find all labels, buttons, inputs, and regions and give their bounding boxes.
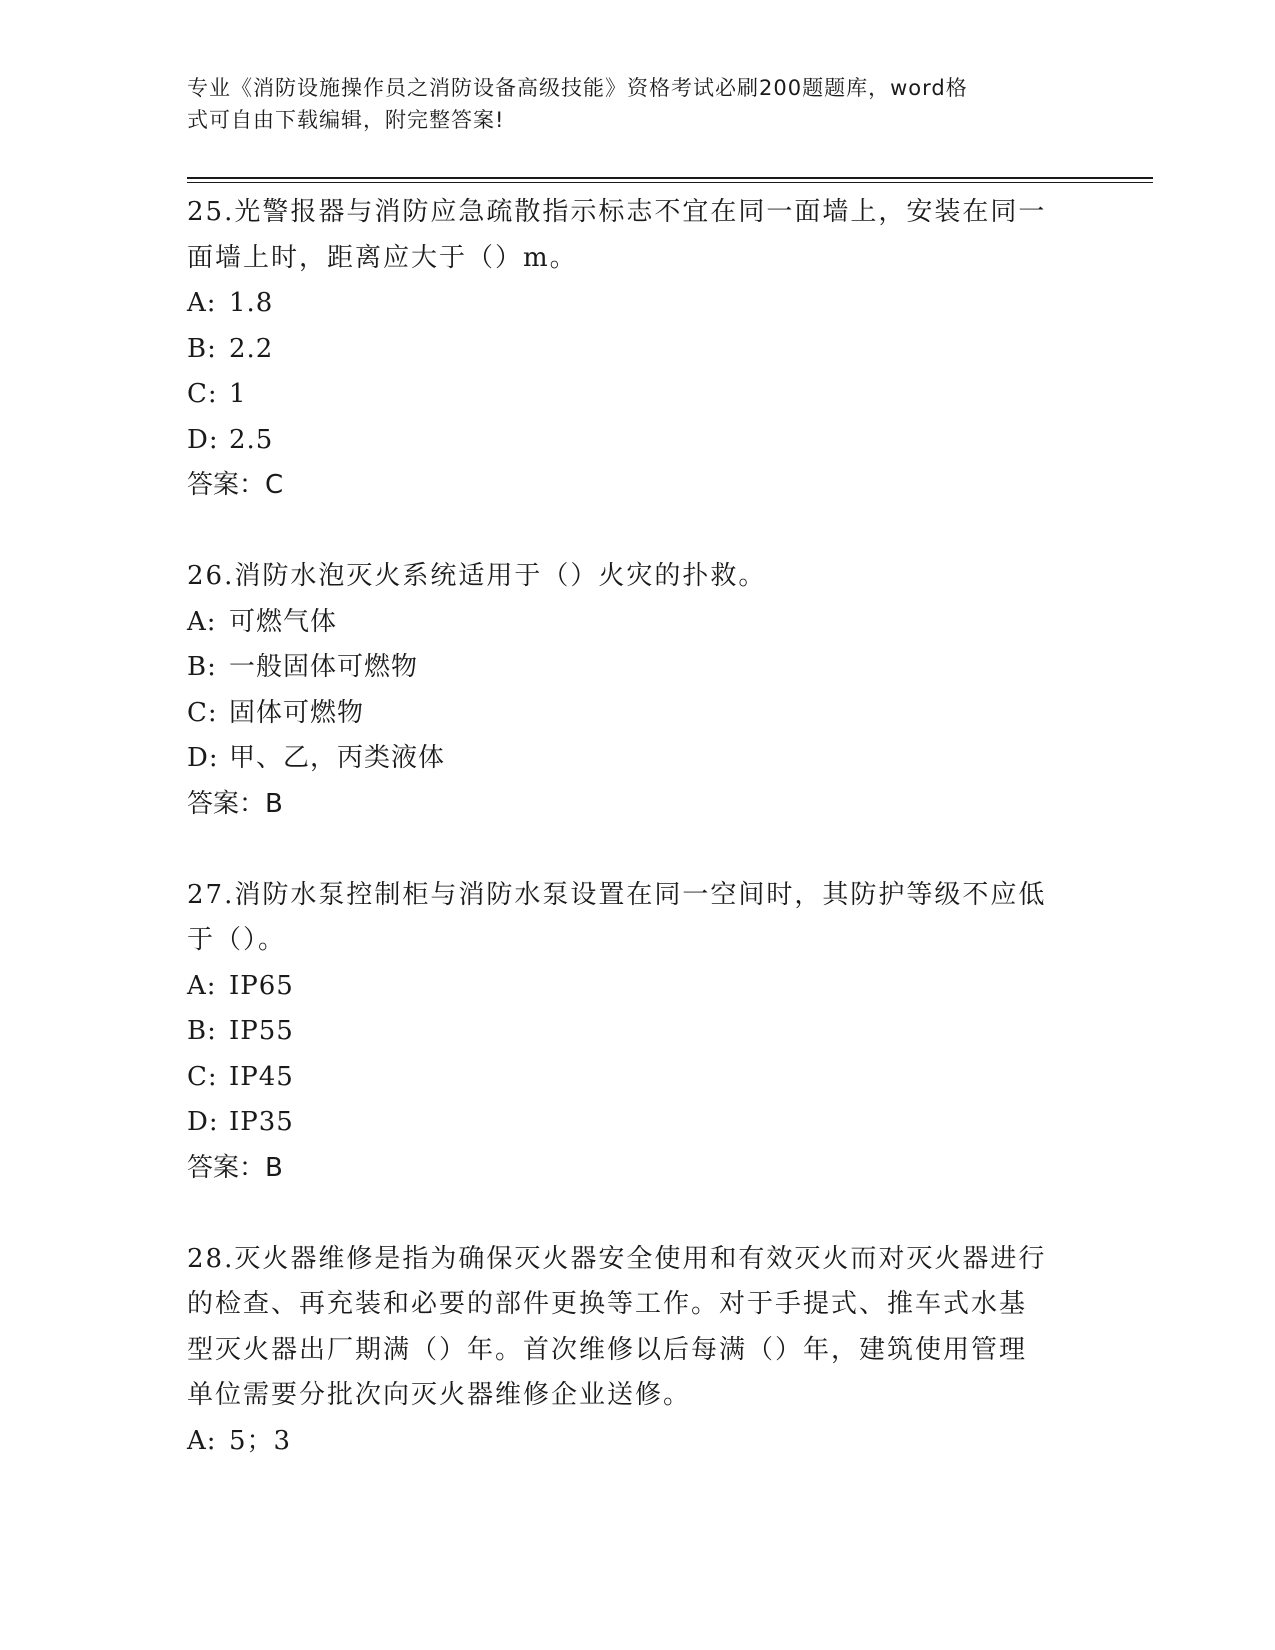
option-c [187, 1055, 1087, 1101]
option-text: 甲、乙，丙类液体 [229, 743, 446, 773]
option-key: B: [187, 333, 217, 364]
question-text-line: 26.消防水泡灭火系统适用于（）火灾的扑救。 [187, 561, 767, 591]
answer-line: 答案：B [187, 1152, 283, 1183]
option-text: 可燃气体 [229, 606, 338, 637]
option-text: IP45 [229, 1061, 294, 1092]
option-a [187, 281, 1087, 327]
question-text-line: 25.光警报器与消防应急疏散指示标志不宜在同一面墙上，安装在同一 [187, 197, 1047, 227]
option-text: IP35 [229, 1107, 294, 1137]
question-26 [187, 554, 1087, 827]
option-key: D: [187, 1107, 219, 1137]
option-text: 固体可燃物 [229, 697, 365, 728]
option-key: C: [187, 697, 218, 728]
option-key: D: [187, 743, 219, 773]
question-text-line: 型灭火器出厂期满（）年。首次维修以后每满（）年，建筑使用管理 [187, 1334, 1028, 1365]
option-key: A: [187, 970, 217, 1001]
document-header [187, 72, 1087, 136]
question-27 [187, 873, 1087, 1192]
answer-line: 答案：C [187, 470, 284, 500]
option-b [187, 327, 1087, 373]
header-divider-thick [187, 177, 1153, 179]
question-text-line: 的检查、再充装和必要的部件更换等工作。对于手提式、推车式水基 [187, 1289, 1028, 1319]
option-d [187, 736, 1087, 782]
option-key: A: [187, 1425, 217, 1456]
option-b [187, 645, 1087, 691]
question-text-line: 单位需要分批次向灭火器维修企业送修。 [187, 1380, 692, 1410]
answer-line: 答案：B [187, 788, 283, 819]
option-key: B: [187, 1016, 217, 1046]
question-28 [187, 1237, 1087, 1465]
option-text: 1 [229, 379, 247, 409]
option-key: A: [187, 606, 217, 637]
header-line-2: 式可自由下载编辑，附完整答案! [187, 108, 505, 132]
option-key: C: [187, 379, 218, 409]
question-text-line: 27.消防水泵控制柜与消防水泵设置在同一空间时，其防护等级不应低 [187, 879, 1047, 910]
option-text: IP55 [229, 1016, 294, 1046]
option-c [187, 691, 1087, 737]
question-list [187, 190, 1087, 1464]
header-line-1: 专业《消防设施操作员之消防设备高级技能》资格考试必刷200题题库，word格 [187, 76, 968, 100]
option-d [187, 1100, 1087, 1146]
option-text: 5；3 [229, 1425, 292, 1456]
option-text: 2.2 [229, 333, 274, 364]
option-text: 一般固体可燃物 [229, 652, 419, 682]
spacer [187, 509, 1087, 555]
question-text-line: 28.灭火器维修是指为确保灭火器安全使用和有效灭火而对灭火器进行 [187, 1243, 1047, 1274]
option-text: 2.5 [229, 424, 274, 455]
option-a [187, 964, 1087, 1010]
question-text-line: 于（）。 [187, 925, 287, 955]
question-25 [187, 190, 1087, 509]
spacer [187, 1191, 1087, 1237]
option-key: C: [187, 1061, 218, 1092]
option-text: IP65 [229, 970, 294, 1001]
option-text: 1.8 [229, 288, 274, 318]
option-key: B: [187, 652, 217, 682]
option-key: A: [187, 288, 217, 318]
option-a [187, 1419, 1087, 1465]
option-c [187, 372, 1087, 418]
option-key: D: [187, 424, 219, 455]
header-divider-thin [187, 182, 1153, 183]
option-d [187, 418, 1087, 464]
option-b [187, 1009, 1087, 1055]
spacer [187, 827, 1087, 873]
question-text-line: 面墙上时，距离应大于（）m。 [187, 242, 578, 273]
option-a [187, 600, 1087, 646]
